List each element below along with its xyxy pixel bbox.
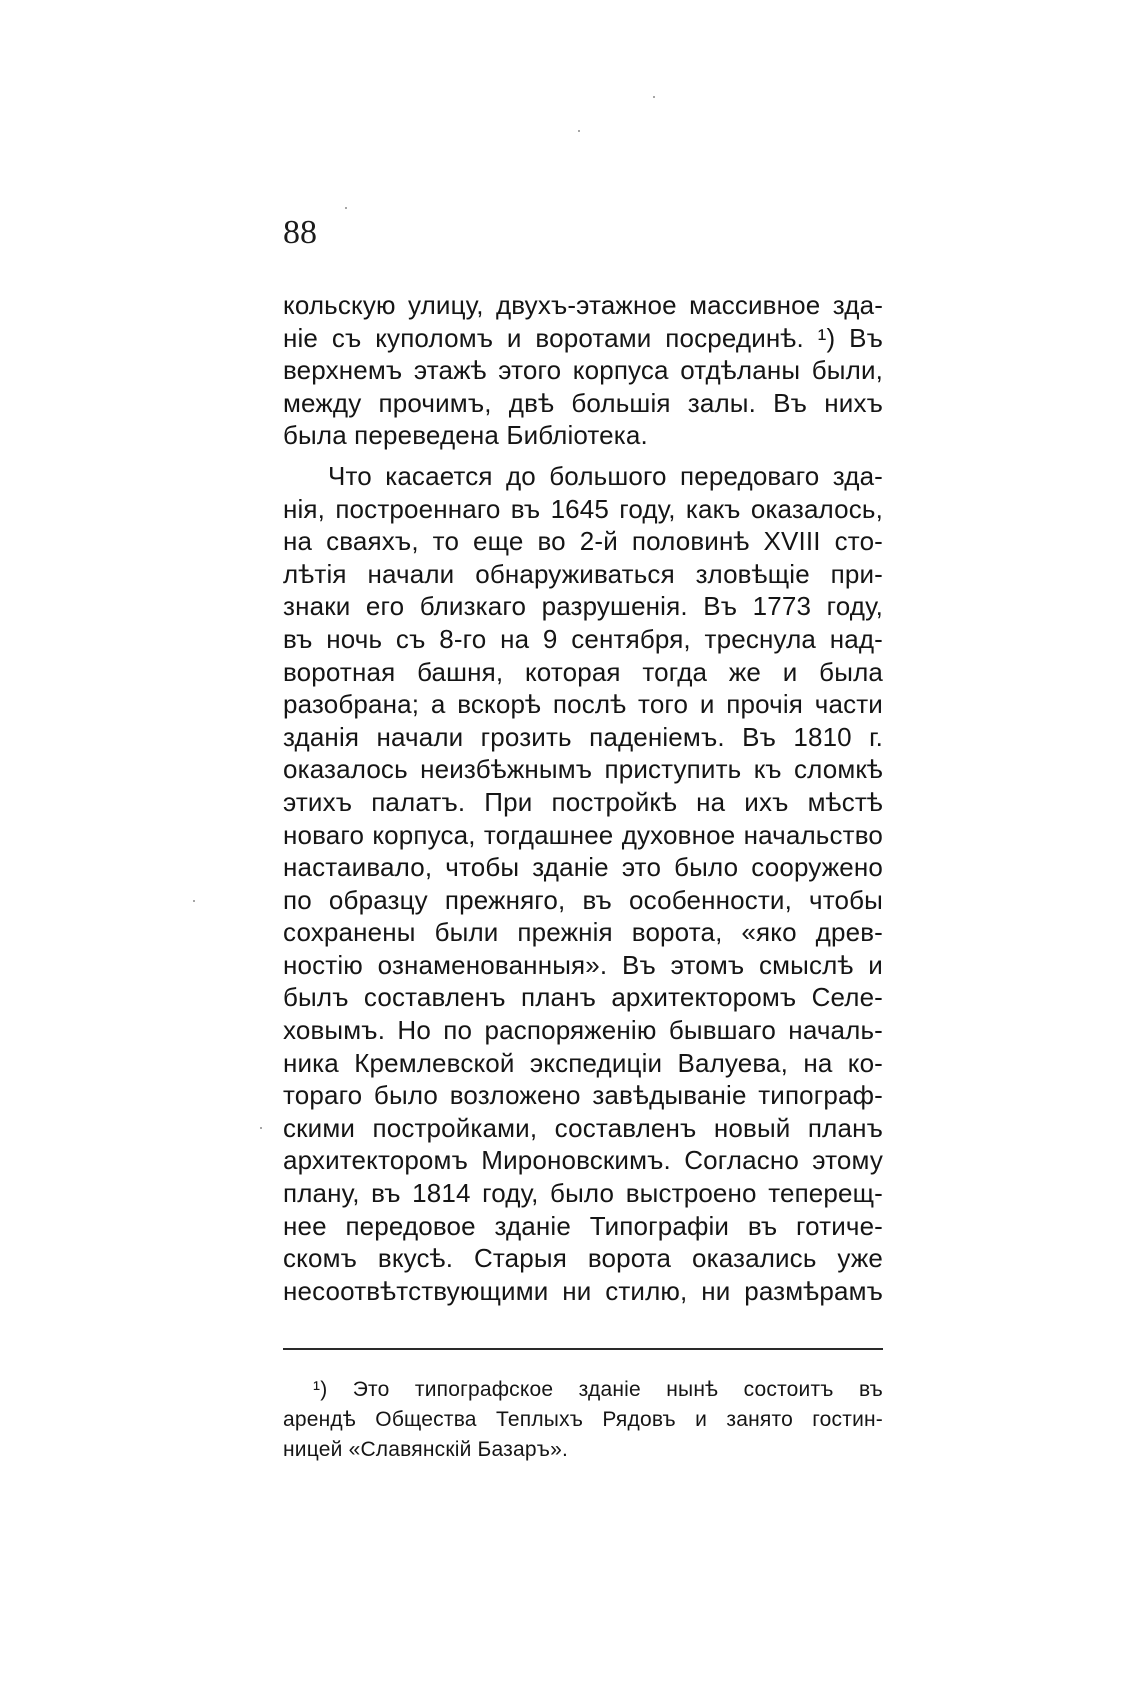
scan-speck [578, 130, 580, 132]
text-line: нія, построеннаго въ 1645 году, какъ оказалось, [283, 493, 883, 524]
footnote-divider [283, 1348, 883, 1350]
text-line: этихъ палатъ. При постройкѣ на ихъ мѣстѣ [283, 786, 883, 817]
scan-speck [260, 1127, 262, 1129]
text-line: тораго было возложено завѣдываніе типограф- [283, 1080, 883, 1111]
page-number: 88 [283, 214, 317, 251]
text-line: оказалось неизбѣжнымъ приступить къ сломкѣ [283, 754, 883, 785]
footnote-line: ¹) Это типографское зданіе нынѣ состоитъ въ [313, 1378, 883, 1401]
footnote-line: ницей «Славянскій Базаръ». [283, 1438, 568, 1461]
scan-speck [345, 207, 347, 209]
text-line: плану, въ 1814 году, было выстроено теперещ- [283, 1178, 883, 1209]
text-line: кольскую улицу, двухъ-этажное массивное зда- [283, 290, 883, 320]
text-line: архитекторомъ Мироновскимъ. Согласно этому [283, 1145, 883, 1176]
scan-speck [653, 96, 655, 98]
text-line: сохранены были прежнія ворота, «яко древ- [283, 917, 883, 948]
text-line: несоотвѣтствующими ни стилю, ни размѣрамъ [283, 1275, 883, 1306]
text-line: ніе съ куполомъ и воротами посрединѣ. ¹) Въ [283, 322, 883, 353]
scan-speck [193, 900, 195, 902]
text-line: настаивало, чтобы зданіе это было сооружено [283, 852, 883, 883]
text-line: зданія начали грозить паденіемъ. Въ 1810 г. [283, 721, 883, 752]
main-text [283, 289, 883, 1307]
text-line: нее передовое зданіе Типографіи въ готиче- [283, 1210, 883, 1241]
footnote [283, 1375, 883, 1465]
text-line: на сваяхъ, то еще во 2-й половинѣ XVIII сто- [283, 526, 883, 557]
text-line: скомъ вкусѣ. Старыя ворота оказались уже [283, 1243, 883, 1274]
text-line: ностію ознаменованныя». Въ этомъ смыслѣ и [283, 949, 883, 980]
text-line: между прочимъ, двѣ большія залы. Въ нихъ [283, 387, 883, 418]
text-line: лѣтія начали обнаруживаться зловѣщіе при- [283, 558, 883, 589]
text-line: воротная башня, которая тогда же и была [283, 656, 883, 687]
text-line: ника Кремлевской экспедиціи Валуева, на ко- [283, 1047, 883, 1078]
text-line: былъ составленъ планъ архитекторомъ Селе- [283, 982, 883, 1013]
text-line: новаго корпуса, тогдашнее духовное начальство [283, 819, 883, 850]
text-line: по образцу прежняго, въ особенности, чтобы [283, 884, 883, 915]
text-line: знаки его близкаго разрушенія. Въ 1773 году, [283, 591, 883, 622]
paragraph-start-line: Что касается до большого передоваго зда- [328, 460, 883, 491]
footnote-line: арендѣ Общества Теплыхъ Рядовъ и занято гостин- [283, 1408, 883, 1431]
text-line: была переведена Библіотека. [283, 420, 648, 451]
text-line: въ ночь съ 8-го на 9 сентября, треснула над- [283, 623, 883, 654]
text-line: разобрана; а вскорѣ послѣ того и прочія части [283, 689, 883, 720]
text-line: скими постройками, составленъ новый планъ [283, 1112, 883, 1143]
text-line: верхнемъ этажѣ этого корпуса отдѣланы были, [283, 355, 883, 386]
text-line: ховымъ. Но по распоряженію бывшаго началь- [283, 1015, 883, 1046]
